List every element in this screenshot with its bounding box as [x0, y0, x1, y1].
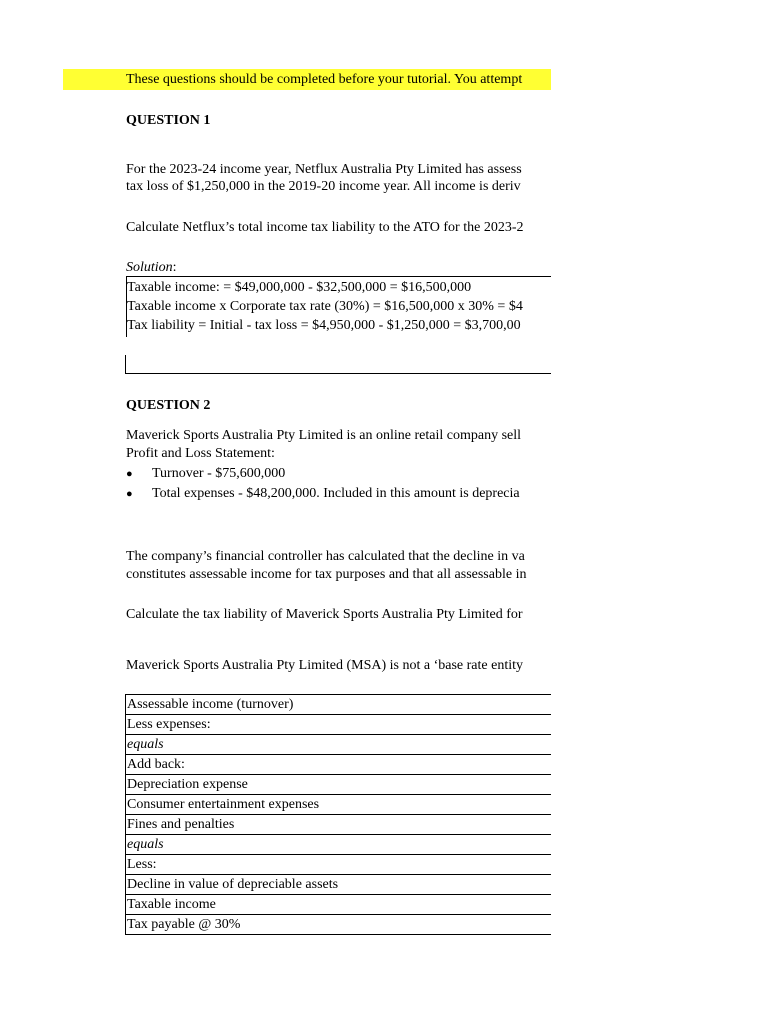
- bullet-item-expenses: [126, 484, 520, 504]
- q2-controller-line-1: The company’s financial controller has calculated that the decline in va: [126, 549, 525, 564]
- q1-paragraph-line-1: For the 2023-24 income year, Netflux Australia Pty Limited has assess: [126, 162, 522, 177]
- table-cell[interactable]: Depreciation expense: [126, 775, 552, 795]
- tax-calculation-table: [125, 694, 551, 935]
- table-row[interactable]: [126, 855, 552, 875]
- table-row[interactable]: [126, 875, 552, 895]
- q2-note: Maverick Sports Australia Pty Limited (MSA) is not a ‘base rate entity: [126, 658, 523, 673]
- table-row[interactable]: [126, 735, 552, 755]
- solution-box[interactable]: [126, 276, 551, 337]
- table-cell[interactable]: Less expenses:: [126, 715, 552, 735]
- table-row[interactable]: [126, 835, 552, 855]
- solution-line-2: Taxable income x Corporate tax rate (30%) = $16,500,000 x 30% = $4: [127, 299, 523, 314]
- table-cell[interactable]: Assessable income (turnover): [126, 695, 552, 715]
- solution-line-1: Taxable income: = $49,000,000 - $32,500,000 = $16,500,000: [127, 280, 472, 295]
- table-row[interactable]: [126, 755, 552, 775]
- q1-paragraph-line-2: tax loss of $1,250,000 in the 2019-20 income year. All income is deriv: [126, 179, 521, 194]
- table-cell[interactable]: Less:: [126, 855, 552, 875]
- q2-controller-line-2: constitutes assessable income for tax purposes and that all assessable in: [126, 567, 527, 582]
- question-1-heading: QUESTION 1: [126, 113, 211, 128]
- table-row[interactable]: [126, 695, 552, 715]
- solution-colon: :: [172, 260, 177, 275]
- table-row[interactable]: [126, 915, 552, 935]
- q2-paragraph-line-1: Maverick Sports Australia Pty Limited is an online retail company sell: [126, 428, 522, 443]
- empty-answer-box[interactable]: [125, 355, 551, 374]
- q1-task: Calculate Netflux’s total income tax liability to the ATO for the 2023-2: [126, 220, 524, 235]
- table-row[interactable]: [126, 775, 552, 795]
- table-cell[interactable]: Add back:: [126, 755, 552, 775]
- table-cell[interactable]: Decline in value of depreciable assets: [126, 875, 552, 895]
- bullet-text: Turnover - $75,600,000: [152, 466, 286, 481]
- bullet-item-turnover: [126, 464, 285, 484]
- solution-label: [126, 258, 177, 277]
- bullet-dot: ●: [126, 488, 133, 500]
- table-row[interactable]: [126, 815, 552, 835]
- q2-paragraph-line-2: Profit and Loss Statement:: [126, 446, 275, 461]
- table-row[interactable]: [126, 715, 552, 735]
- table-cell[interactable]: Fines and penalties: [126, 815, 552, 835]
- intro-banner-text: These questions should be completed before your tutorial. You attempt: [126, 72, 523, 87]
- table-cell[interactable]: equals: [126, 735, 552, 755]
- table-cell[interactable]: Tax payable @ 30%: [126, 915, 552, 935]
- solution-label-text: Solution: [126, 260, 173, 275]
- question-2-heading: QUESTION 2: [126, 398, 211, 413]
- bullet-dot: ●: [126, 468, 133, 480]
- table-row[interactable]: [126, 795, 552, 815]
- table-row[interactable]: [126, 895, 552, 915]
- table-cell[interactable]: Consumer entertainment expenses: [126, 795, 552, 815]
- bullet-text: Total expenses - $48,200,000. Included in this amount is deprecia: [152, 486, 520, 501]
- table-cell[interactable]: Taxable income: [126, 895, 552, 915]
- table-cell[interactable]: equals: [126, 835, 552, 855]
- q2-task: Calculate the tax liability of Maverick Sports Australia Pty Limited for: [126, 607, 523, 622]
- solution-line-3: Tax liability = Initial - tax loss = $4,950,000 - $1,250,000 = $3,700,00: [127, 318, 521, 333]
